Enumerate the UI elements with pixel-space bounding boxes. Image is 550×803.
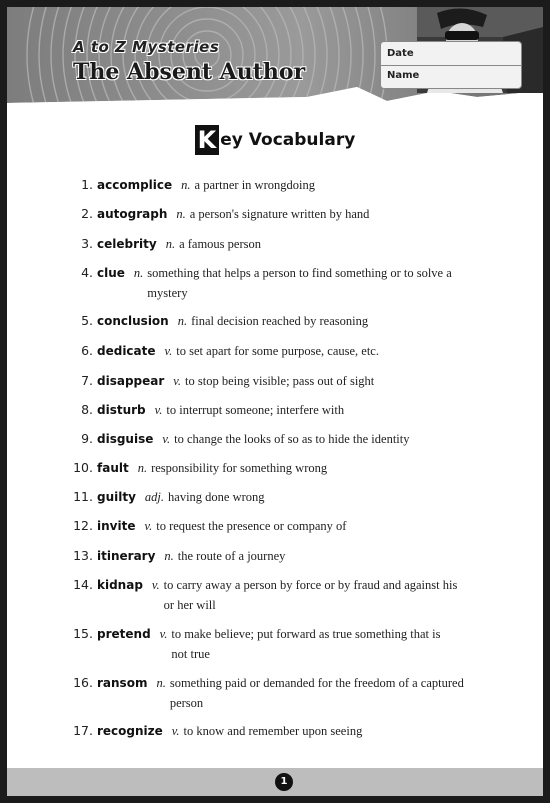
definition: to interrupt someone; interfere with <box>166 403 345 417</box>
worksheet-page <box>7 7 543 796</box>
part-of-speech: v. <box>164 344 173 358</box>
definition: to set apart for some purpose, cause, etc. <box>176 344 379 358</box>
vocab-word: celebrity <box>97 237 157 251</box>
vocab-word: clue <box>97 266 125 280</box>
item-entry <box>97 575 497 595</box>
part-of-speech: n. <box>164 549 174 563</box>
item-number: 16. <box>73 675 93 690</box>
part-of-speech: n. <box>176 207 186 221</box>
definition: to carry away a person by force or by fraud and against his <box>163 578 458 592</box>
item-number: 11. <box>73 489 93 504</box>
vocab-word: conclusion <box>97 314 169 328</box>
item-number: 7. <box>81 373 93 388</box>
definition-continued: not true <box>171 647 210 661</box>
item-entry <box>97 721 497 741</box>
vocab-word: fault <box>97 461 129 475</box>
item-number: 15. <box>73 626 93 641</box>
vocabulary-list <box>7 7 543 767</box>
vocab-word: ransom <box>97 676 148 690</box>
definition: the route of a journey <box>177 549 286 563</box>
item-entry <box>97 341 497 361</box>
item-number: 6. <box>81 343 93 358</box>
item-number: 14. <box>73 577 93 592</box>
vocab-word: autograph <box>97 207 168 221</box>
item-number: 9. <box>81 431 93 446</box>
item-number: 8. <box>81 402 93 417</box>
part-of-speech: v. <box>173 374 182 388</box>
footer-bar <box>7 768 543 796</box>
vocab-word: accomplice <box>97 178 173 192</box>
definition: to change the looks of so as to hide the identity <box>174 432 410 446</box>
item-entry <box>97 175 497 195</box>
vocab-word: kidnap <box>97 578 143 592</box>
item-number: 12. <box>73 518 93 533</box>
item-number: 2. <box>81 206 93 221</box>
item-number: 3. <box>81 236 93 251</box>
item-entry <box>97 624 497 644</box>
date-label: Date <box>387 48 414 59</box>
title-initial: K <box>195 125 220 155</box>
definition: to request the presence or company of <box>156 519 347 533</box>
definition: something paid or demanded for the freedom of a captured <box>169 676 464 690</box>
item-entry <box>97 204 497 224</box>
definition: a famous person <box>179 237 261 251</box>
item-entry <box>97 311 497 331</box>
item-number: 10. <box>73 460 93 475</box>
item-entry <box>97 673 497 693</box>
vocab-word: disappear <box>97 374 165 388</box>
item-entry <box>97 516 497 536</box>
item-number: 5. <box>81 313 93 328</box>
part-of-speech: n. <box>156 676 166 690</box>
part-of-speech: v. <box>159 627 168 641</box>
vocab-word: invite <box>97 519 136 533</box>
vocab-word: itinerary <box>97 549 156 563</box>
vocab-word: recognize <box>97 724 163 738</box>
item-entry <box>97 371 497 391</box>
definition: to stop being visible; pass out of sight <box>185 374 375 388</box>
item-number: 1. <box>81 177 93 192</box>
item-entry <box>97 458 497 478</box>
item-number: 17. <box>73 723 93 738</box>
definition: a partner in wrongdoing <box>194 178 315 192</box>
part-of-speech: n. <box>133 266 144 280</box>
definition: final decision reached by reasoning <box>191 314 369 328</box>
vocab-word: disturb <box>97 403 146 417</box>
vocab-word: pretend <box>97 627 151 641</box>
item-entry <box>97 234 497 254</box>
item-entry <box>97 400 497 420</box>
part-of-speech: n. <box>181 178 191 192</box>
part-of-speech: v. <box>154 403 163 417</box>
series-title: A to Z Mysteries <box>73 38 220 56</box>
part-of-speech: v. <box>151 578 160 592</box>
item-entry <box>97 263 497 283</box>
part-of-speech: v. <box>171 724 180 738</box>
item-number: 13. <box>73 548 93 563</box>
name-label: Name <box>387 70 420 81</box>
definition: responsibility for something wrong <box>151 461 328 475</box>
definition-continued: mystery <box>147 286 188 300</box>
definition: to make believe; put forward as true something that is <box>171 627 441 641</box>
vocab-word: disguise <box>97 432 154 446</box>
item-number: 4. <box>81 265 93 280</box>
definition: having done wrong <box>168 490 265 504</box>
part-of-speech: adj. <box>144 490 165 504</box>
title-rest: ey Vocabulary <box>220 130 356 150</box>
part-of-speech: n. <box>137 461 148 475</box>
part-of-speech: v. <box>162 432 171 446</box>
definition: to know and remember upon seeing <box>183 724 363 738</box>
vocab-word: guilty <box>97 490 136 504</box>
part-of-speech: n. <box>177 314 188 328</box>
definition-continued: or her will <box>163 598 216 612</box>
item-entry <box>97 487 497 507</box>
part-of-speech: n. <box>165 237 176 251</box>
part-of-speech: v. <box>144 519 153 533</box>
vocab-word: dedicate <box>97 344 156 358</box>
definition: a person's signature written by hand <box>189 207 370 221</box>
page-number: 1 <box>275 773 293 791</box>
item-entry <box>97 546 497 566</box>
item-entry <box>97 429 497 449</box>
definition: something that helps a person to find something or to solve a <box>147 266 452 280</box>
definition-continued: person <box>169 696 204 710</box>
book-title: The Absent Author <box>73 59 306 85</box>
